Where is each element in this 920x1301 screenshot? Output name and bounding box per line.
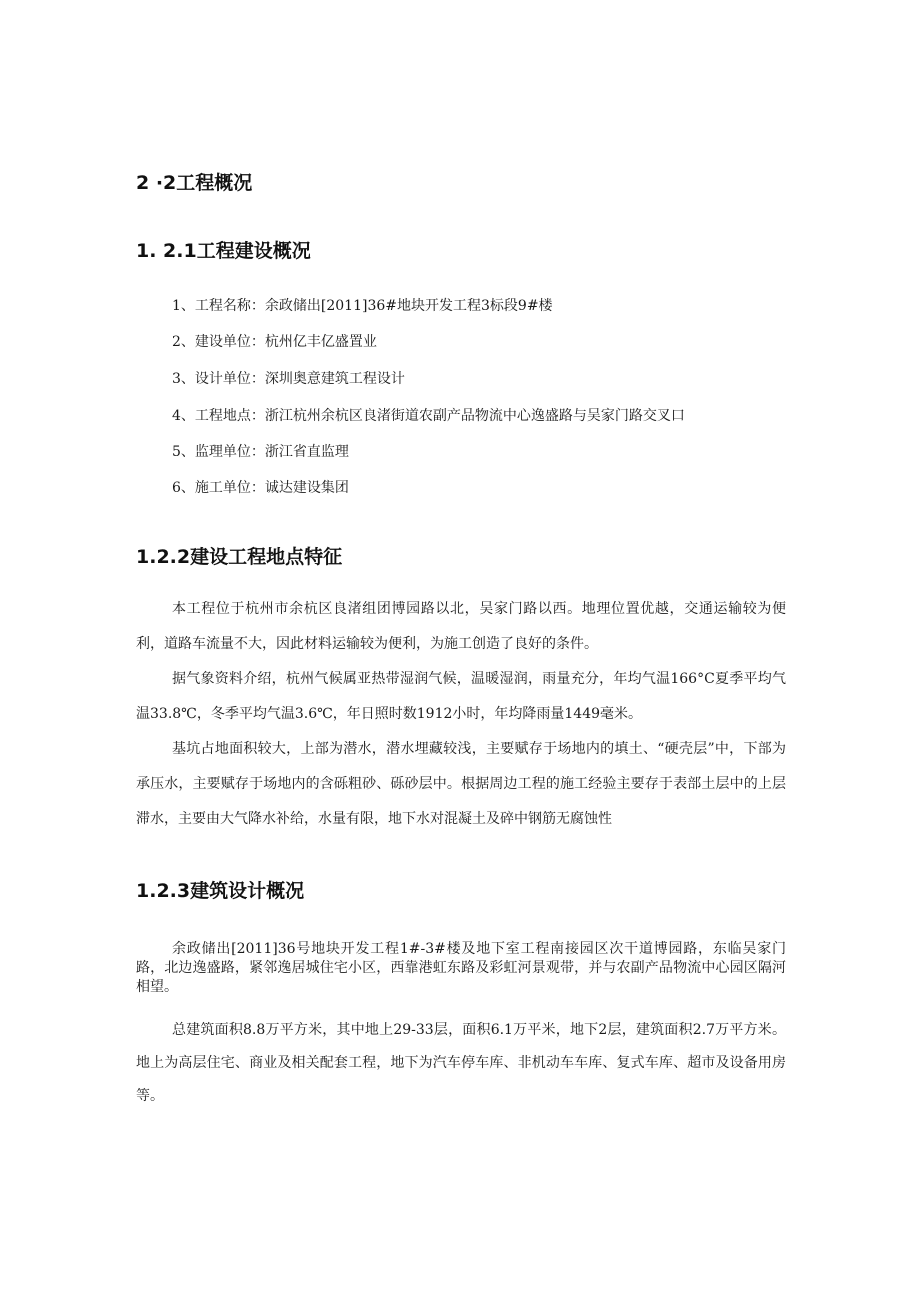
heading-1-2-3-architectural-design: 1.2.3建筑设计概况	[136, 880, 305, 902]
heading-1-2-2-site-characteristics: 1.2.2建设工程地点特征	[136, 546, 343, 568]
list-item-contractor: 6、施工单位：诚达建设集团	[172, 480, 349, 496]
list-item-designer: 3、设计单位：深圳奥意建筑工程设计	[172, 371, 405, 387]
heading-1-2-1-construction-overview: 1. 2.1工程建设概况	[136, 240, 311, 262]
heading-2-2-project-overview: 2 ·2工程概况	[136, 172, 253, 194]
list-item-developer: 2、建设单位：杭州亿丰亿盛置业	[172, 334, 377, 350]
list-item-project-name: 1、工程名称：余政储出[2011]36#地块开发工程3标段9#楼	[172, 298, 553, 314]
paragraph-site-location: 本工程位于杭州市余杭区良渚组团博园路以北，吴家门路以西。地理位置优越，交通运输较为便利，道路车流量不大，因此材料运输较为便利，为施工创造了良好的条件。	[136, 601, 786, 652]
paragraph-climate: 据气象资料介绍，杭州气候属亚热带湿润气候，温暖湿润，雨量充分，年均气温166°C夏季平均气温33.8℃，冬季平均气温3.6℃，年日照时数1912小时，年均降雨量1449毫米。	[136, 671, 786, 722]
paragraph-project-surroundings: 余政储出[2011]36号地块开发工程1#-3#楼及地下室工程南接园区次干道博园路，东临吴家门路，北边逸盛路，紧邻逸居城住宅小区，西靠港虹东路及彩虹河景观带，并与农副产品物流中心园区隔河相望。	[136, 941, 786, 995]
list-item-supervisor: 5、监理单位：浙江省直监理	[172, 444, 349, 460]
paragraph-groundwater: 基坑占地面积较大，上部为潜水，潜水埋藏较浅，主要赋存于场地内的填土、“硬壳层”中，下部为承压水，主要赋存于场地内的含砾粗砂、砾砂层中。根据周边工程的施工经验主要存于表部土层中的上层滞水，主要由大气降水补给，水量有限，地下水对混凝土及碎中钢筋无腐蚀性	[136, 741, 786, 827]
list-item-location: 4、工程地点：浙江杭州余杭区良渚街道农副产品物流中心逸盛路与吴家门路交叉口	[172, 408, 685, 424]
paragraph-building-area: 总建筑面积8.8万平方米，其中地上29-33层，面积6.1万平米，地下2层，建筑面积2.7万平方米。地上为高层住宅、商业及相关配套工程，地下为汽车停车库、非机动车车库、复式车库、超市及设备用房等。	[136, 1022, 786, 1104]
